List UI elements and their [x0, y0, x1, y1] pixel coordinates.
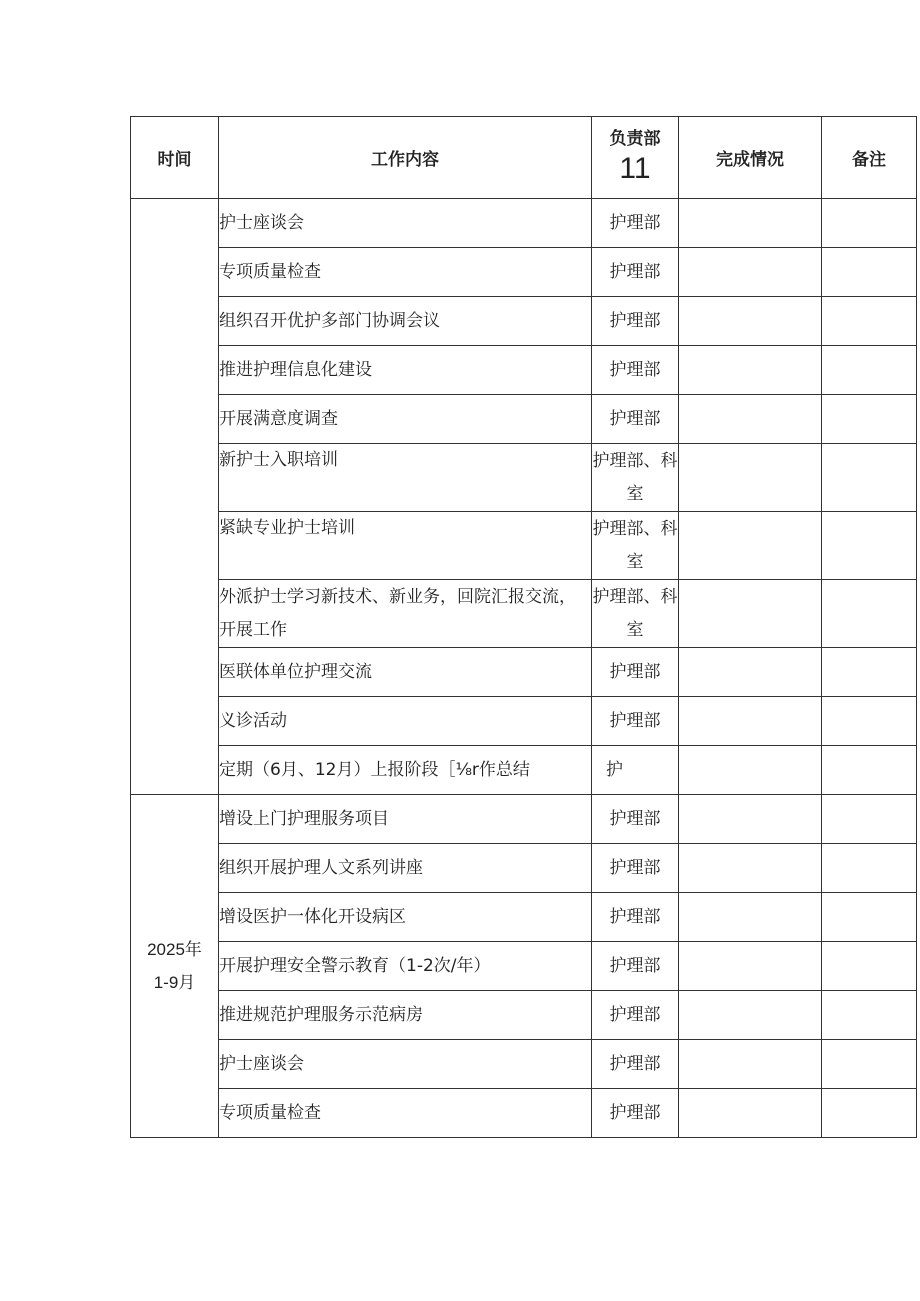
- table-row: [131, 580, 917, 648]
- status-cell: [679, 991, 822, 1040]
- dept-cell: 护理部: [592, 248, 679, 297]
- time-cell: 2025年 1-9月: [131, 795, 219, 1138]
- status-cell: [679, 1089, 822, 1138]
- table-row: [131, 444, 917, 512]
- note-cell: [822, 395, 917, 444]
- note-cell: [822, 199, 917, 248]
- status-cell: [679, 580, 822, 648]
- dept-cell: 护理部: [592, 893, 679, 942]
- dept-cell: 护理部: [592, 297, 679, 346]
- dept-cell: 护理部、科室: [592, 444, 679, 512]
- content-cell: 护士座谈会: [219, 199, 592, 248]
- content-cell: 专项质量检查: [219, 1089, 592, 1138]
- status-cell: [679, 199, 822, 248]
- dept-cell: 护理部: [592, 199, 679, 248]
- content-cell: 开展满意度调查: [219, 395, 592, 444]
- dept-cell: 护理部: [592, 795, 679, 844]
- content-cell: 组织开展护理人文系列讲座: [219, 844, 592, 893]
- content-cell: 增设医护一体化开设病区: [219, 893, 592, 942]
- header-dept-label: 负责部: [609, 128, 661, 148]
- content-cell: 外派护士学习新技术、新业务，回院汇报交流，开展工作: [219, 580, 592, 648]
- dept-cell: 护理部: [592, 1089, 679, 1138]
- content-cell: 增设上门护理服务项目: [219, 795, 592, 844]
- work-plan-table: [130, 116, 917, 1138]
- content-cell: 义诊活动: [219, 697, 592, 746]
- header-time: 时间: [131, 117, 219, 199]
- dept-cell: 护理部: [592, 942, 679, 991]
- dept-cell: 护理部、科室: [592, 512, 679, 580]
- table-row: [131, 893, 917, 942]
- table-row: [131, 844, 917, 893]
- table-row: [131, 1040, 917, 1089]
- content-cell: 定期（6月、12月）上报阶段［⅛r作总结: [219, 746, 592, 795]
- note-cell: [822, 580, 917, 648]
- header-dept-extra: 11: [619, 152, 651, 186]
- dept-cell: 护理部: [592, 844, 679, 893]
- table-row: [131, 991, 917, 1040]
- dept-cell: 护理部: [592, 697, 679, 746]
- note-cell: [822, 746, 917, 795]
- status-cell: [679, 346, 822, 395]
- note-cell: [822, 942, 917, 991]
- note-cell: [822, 346, 917, 395]
- note-cell: [822, 893, 917, 942]
- dept-cell: 护理部、科室: [592, 580, 679, 648]
- table-row: [131, 199, 917, 248]
- status-cell: [679, 648, 822, 697]
- content-cell: 组织召开优护多部门协调会议: [219, 297, 592, 346]
- note-cell: [822, 991, 917, 1040]
- status-cell: [679, 1040, 822, 1089]
- header-content: 工作内容: [219, 117, 592, 199]
- status-cell: [679, 297, 822, 346]
- note-cell: [822, 248, 917, 297]
- note-cell: [822, 444, 917, 512]
- content-cell: 开展护理安全警示教育（1-2次/年）: [219, 942, 592, 991]
- status-cell: [679, 844, 822, 893]
- table-row: [131, 746, 917, 795]
- content-cell: 紧缺专业护士培训: [219, 512, 592, 580]
- note-cell: [822, 1089, 917, 1138]
- status-cell: [679, 395, 822, 444]
- table-row: [131, 697, 917, 746]
- content-cell: 新护士入职培训: [219, 444, 592, 512]
- status-cell: [679, 746, 822, 795]
- note-cell: [822, 1040, 917, 1089]
- status-cell: [679, 444, 822, 512]
- table-row: [131, 248, 917, 297]
- note-cell: [822, 648, 917, 697]
- note-cell: [822, 297, 917, 346]
- status-cell: [679, 512, 822, 580]
- status-cell: [679, 795, 822, 844]
- status-cell: [679, 697, 822, 746]
- table-row: [131, 795, 917, 844]
- note-cell: [822, 844, 917, 893]
- content-cell: 专项质量检查: [219, 248, 592, 297]
- content-cell: 推进规范护理服务示范病房: [219, 991, 592, 1040]
- table-row: [131, 346, 917, 395]
- content-cell: 医联体单位护理交流: [219, 648, 592, 697]
- dept-cell: 护理部: [592, 991, 679, 1040]
- content-cell: 推进护理信息化建设: [219, 346, 592, 395]
- dept-cell: 护理部: [592, 648, 679, 697]
- note-cell: [822, 795, 917, 844]
- content-cell: 护士座谈会: [219, 1040, 592, 1089]
- dept-cell: 护理部: [592, 346, 679, 395]
- table-row: [131, 648, 917, 697]
- status-cell: [679, 893, 822, 942]
- status-cell: [679, 942, 822, 991]
- table-row: [131, 395, 917, 444]
- dept-cell: 护理部: [592, 1040, 679, 1089]
- dept-cell: 护理部: [592, 395, 679, 444]
- note-cell: [822, 697, 917, 746]
- table-row: [131, 512, 917, 580]
- header-status: 完成情况: [679, 117, 822, 199]
- header-note: 备注: [822, 117, 917, 199]
- status-cell: [679, 248, 822, 297]
- header-row: [131, 117, 917, 199]
- dept-cell: 护: [592, 746, 679, 795]
- time-cell: [131, 199, 219, 795]
- table-row: [131, 297, 917, 346]
- header-dept: [592, 117, 679, 199]
- table-row: [131, 1089, 917, 1138]
- table-row: [131, 942, 917, 991]
- note-cell: [822, 512, 917, 580]
